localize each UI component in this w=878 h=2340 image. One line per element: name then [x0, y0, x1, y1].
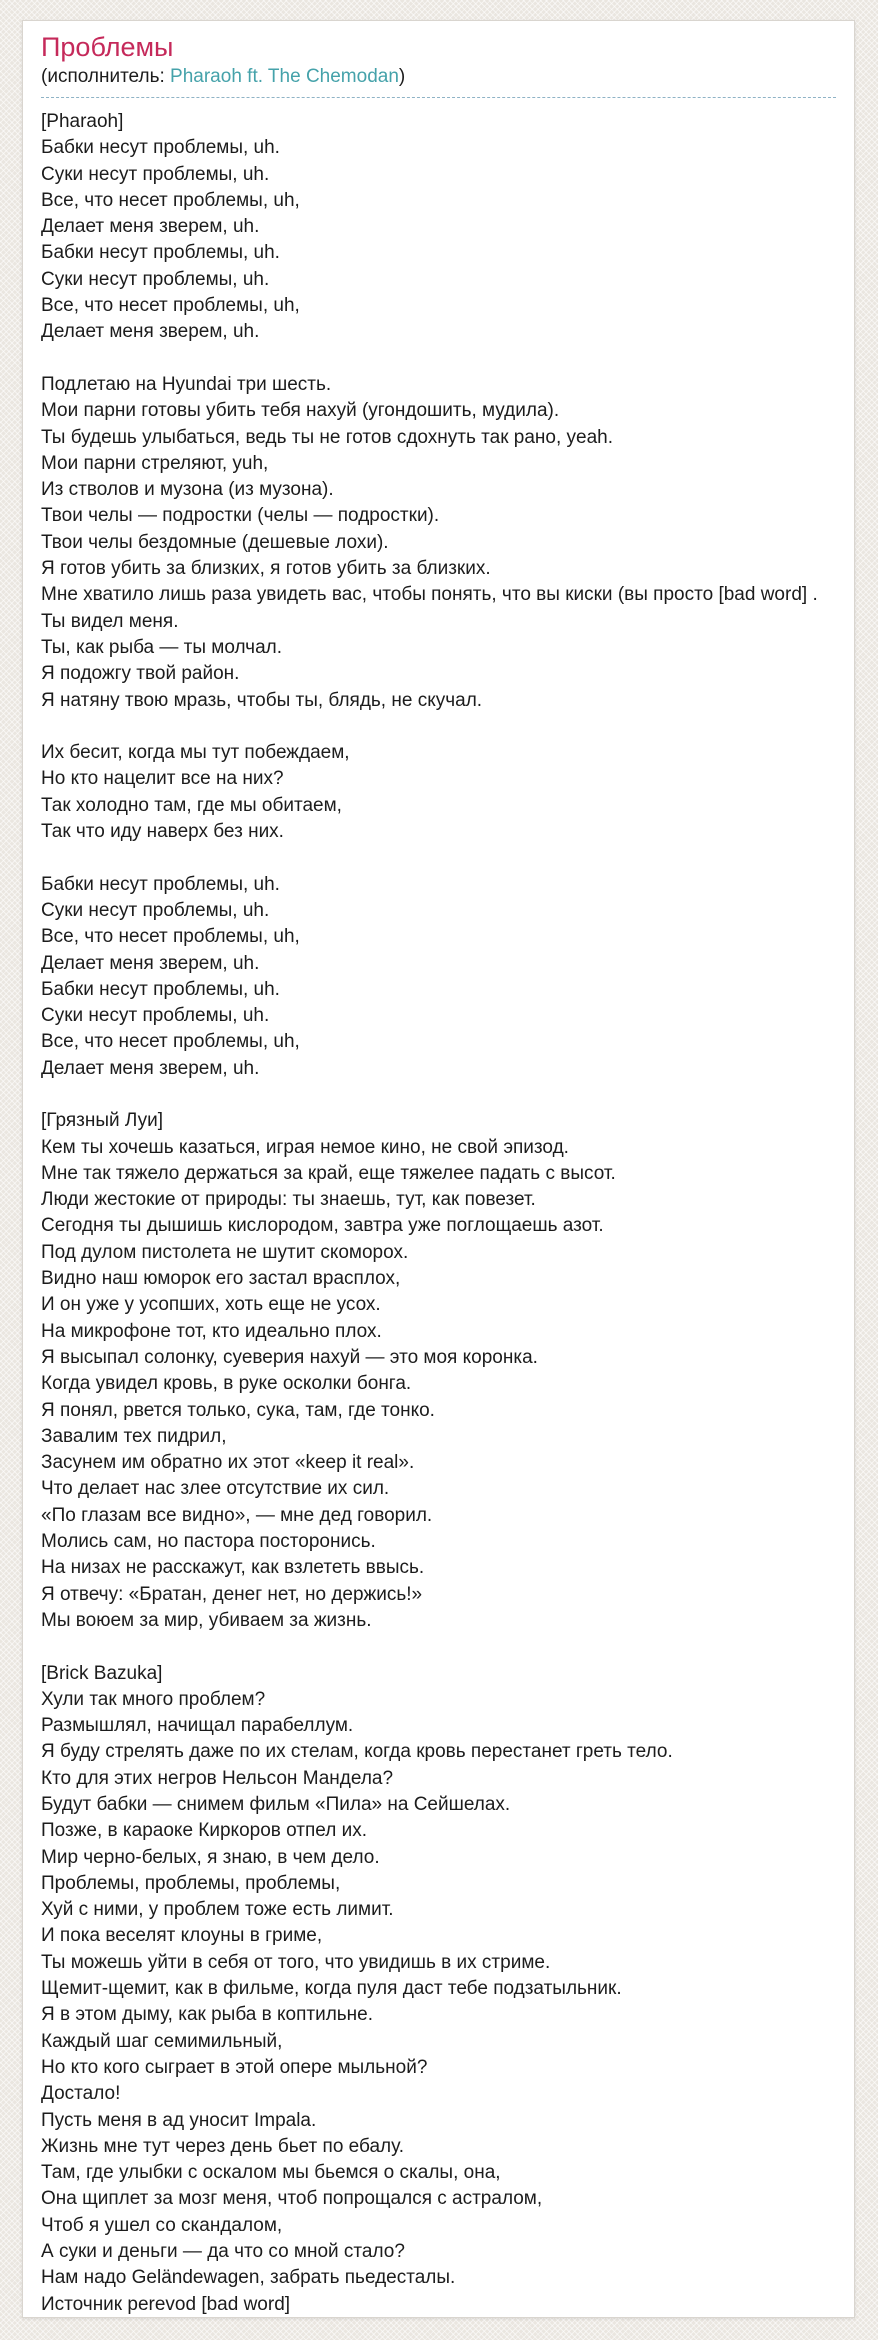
lyric-line: Позже, в караоке Киркоров отпел их. [41, 1820, 367, 1842]
lyric-line: Суки несут проблемы, uh. [41, 268, 270, 290]
lyric-line: Достало! [41, 2083, 121, 2105]
lyric-line: Суки несут проблемы, uh. [41, 1005, 270, 1027]
lyric-line: Суки несут проблемы, uh. [41, 163, 270, 185]
lyric-line: Но кто кого сыграет в этой опере мыльной? [41, 2056, 428, 2078]
lyric-line: Завалим тех пидрил, [41, 1425, 227, 1447]
lyric-line: Видно наш юморок его застал врасплох, [41, 1268, 401, 1290]
lyrics-paragraph [41, 1661, 836, 2318]
lyric-line: Что делает нас злее отсутствие их сил. [41, 1478, 390, 1500]
lyric-line: Так что иду наверх без них. [41, 821, 284, 843]
lyrics-card [22, 20, 855, 2318]
lyric-line: Источник perevod [bad word] [41, 2293, 291, 2315]
lyric-line: Мне хватило лишь раза увидеть вас, чтобы понять, что вы киски (вы просто [bad word] . [41, 584, 818, 606]
lyric-line: [Грязный Луи] [41, 1110, 163, 1132]
artist-link[interactable]: Pharaoh ft. The Chemodan [170, 66, 399, 87]
lyric-line: [Brick Bazuka] [41, 1662, 163, 1684]
lyric-line: Мои парни стреляют, yuh, [41, 452, 269, 474]
lyric-line: Мир черно-белых, я знаю, в чем дело. [41, 1846, 380, 1868]
lyric-line: Жизнь мне тут через день бьет по ебалу. [41, 2135, 404, 2157]
lyric-line: Все, что несет проблемы, uh, [41, 926, 300, 948]
lyric-line: Бабки несут проблемы, uh. [41, 137, 280, 159]
lyric-line: Люди жестокие от природы: ты знаешь, тут, как повезет. [41, 1189, 536, 1211]
lyric-line: На микрофоне тот, кто идеально плох. [41, 1320, 382, 1342]
lyric-line: Мы воюем за мир, убиваем за жизнь. [41, 1609, 372, 1631]
lyric-line: Размышлял, начищал парабеллум. [41, 1715, 354, 1737]
lyrics [41, 109, 836, 2318]
lyrics-paragraph [41, 872, 836, 1082]
lyric-line: Бабки несут проблемы, uh. [41, 873, 280, 895]
lyrics-paragraph [41, 740, 836, 845]
lyric-line: Их бесит, когда мы тут побеждаем, [41, 742, 350, 764]
lyric-line: Проблемы, проблемы, проблемы, [41, 1872, 341, 1894]
lyric-line: Под дулом пистолета не шутит скоморох. [41, 1241, 409, 1263]
lyric-line: Все, что несет проблемы, uh, [41, 1031, 300, 1053]
lyric-line: Но кто нацелит все на них? [41, 768, 284, 790]
lyrics-paragraph [41, 1108, 836, 1634]
lyric-line: Бабки несут проблемы, uh. [41, 978, 280, 1000]
lyric-line: Я отвечу: «Братан, денег нет, но держись!» [41, 1583, 423, 1605]
lyric-line: Пусть меня в ад уносит Impala. [41, 2109, 317, 2131]
lyric-line: Твои челы бездомные (дешевые лохи). [41, 531, 389, 553]
lyric-line: Ты видел меня. [41, 610, 179, 632]
lyric-line: Засунем им обратно их этот «keep it real». [41, 1452, 415, 1474]
lyric-line: Суки несут проблемы, uh. [41, 899, 270, 921]
lyric-line: Я буду стрелять даже по их стелам, когда кровь перестанет греть тело. [41, 1741, 673, 1763]
lyric-line: Ты, как рыба — ты молчал. [41, 636, 283, 658]
lyric-line: Я высыпал солонку, суеверия нахуй — это моя коронка. [41, 1346, 538, 1368]
lyric-line: А суки и деньги — да что со мной стало? [41, 2241, 405, 2263]
lyric-line: Твои челы — подростки (челы — подростки). [41, 505, 440, 527]
lyric-line: На низах не расскажут, как взлететь ввысь. [41, 1557, 425, 1579]
lyric-line: Там, где улыбки с оскалом мы бьемся о скалы, она, [41, 2162, 501, 2184]
lyric-line: И пока веселят клоуны в гриме, [41, 1925, 323, 1947]
lyrics-paragraph [41, 109, 836, 346]
lyric-line: Я натяну твою мразь, чтобы ты, блядь, не скучал. [41, 689, 483, 711]
lyric-line: Ты будешь улыбаться, ведь ты не готов сдохнуть так рано, yeah. [41, 426, 614, 448]
lyric-line: Я в этом дыму, как рыба в коптильне. [41, 2004, 374, 2026]
lyric-line: Делает меня зверем, uh. [41, 321, 260, 343]
lyric-line: Делает меня зверем, uh. [41, 1057, 260, 1079]
lyric-line: Сегодня ты дышишь кислородом, завтра уже поглощаешь азот. [41, 1215, 604, 1237]
lyric-line: Нам надо Geländewagen, забрать пьедесталы. [41, 2267, 456, 2289]
lyric-line: Делает меня зверем, uh. [41, 216, 260, 238]
artist-suffix-label: ) [398, 66, 406, 87]
lyric-line: Щемит-щемит, как в фильме, когда пуля даст тебе подзатыльник. [41, 1978, 622, 2000]
lyric-line: Мои парни готовы убить тебя нахуй (угондошить, мудила). [41, 400, 560, 422]
lyric-line: Я понял, рвется только, сука, там, где тонко. [41, 1399, 435, 1421]
lyric-line: [Pharaoh] [41, 111, 124, 132]
artist-prefix-label: (исполнитель: [41, 66, 171, 87]
artist-row [41, 64, 836, 98]
lyric-line: Ты можешь уйти в себя от того, что увидишь в их стриме. [41, 1951, 551, 1973]
lyric-line: Из стволов и музона (из музона). [41, 479, 334, 501]
lyric-line: Когда увидел кровь, в руке осколки бонга. [41, 1373, 412, 1395]
lyric-line: Мне так тяжело держаться за край, еще тяжелее падать с высот. [41, 1162, 616, 1184]
lyric-line: И он уже у усопших, хоть еще не усох. [41, 1294, 381, 1316]
lyrics-paragraph [41, 372, 836, 714]
lyric-line: Все, что несет проблемы, uh, [41, 189, 300, 211]
page-title: Проблемы [41, 32, 174, 62]
lyric-line: Хуй с ними, у проблем тоже есть лимит. [41, 1899, 394, 1921]
lyric-line: Подлетаю на Hyundai три шесть. [41, 373, 332, 395]
lyric-line: Молись сам, но пастора посторонись. [41, 1531, 376, 1553]
lyric-line: Она щиплет за мозг меня, чтоб попрощался с астралом, [41, 2188, 543, 2210]
lyric-line: Делает меня зверем, uh. [41, 952, 260, 974]
lyric-line: Будут бабки — снимем фильм «Пила» на Сейшелах. [41, 1794, 511, 1815]
lyric-line: Кем ты хочешь казаться, играя немое кино, не свой эпизод. [41, 1136, 569, 1158]
lyric-line: Каждый шаг семимильный, [41, 2030, 283, 2052]
lyric-line: Я подожгу твой район. [41, 663, 240, 685]
lyric-line: Все, что несет проблемы, uh, [41, 295, 300, 317]
lyric-line: Бабки несут проблемы, uh. [41, 242, 280, 264]
lyric-line: Кто для этих негров Нельсон Мандела? [41, 1767, 394, 1789]
lyric-line: Я готов убить за близких, я готов убить за близких. [41, 558, 491, 580]
lyric-line: «По глазам все видно», — мне дед говорил. [41, 1504, 433, 1526]
lyric-line: Так холодно там, где мы обитаем, [41, 794, 342, 816]
lyric-line: Чтоб я ушел со скандалом, [41, 2214, 283, 2236]
lyric-line: Хули так много проблем? [41, 1688, 266, 1710]
